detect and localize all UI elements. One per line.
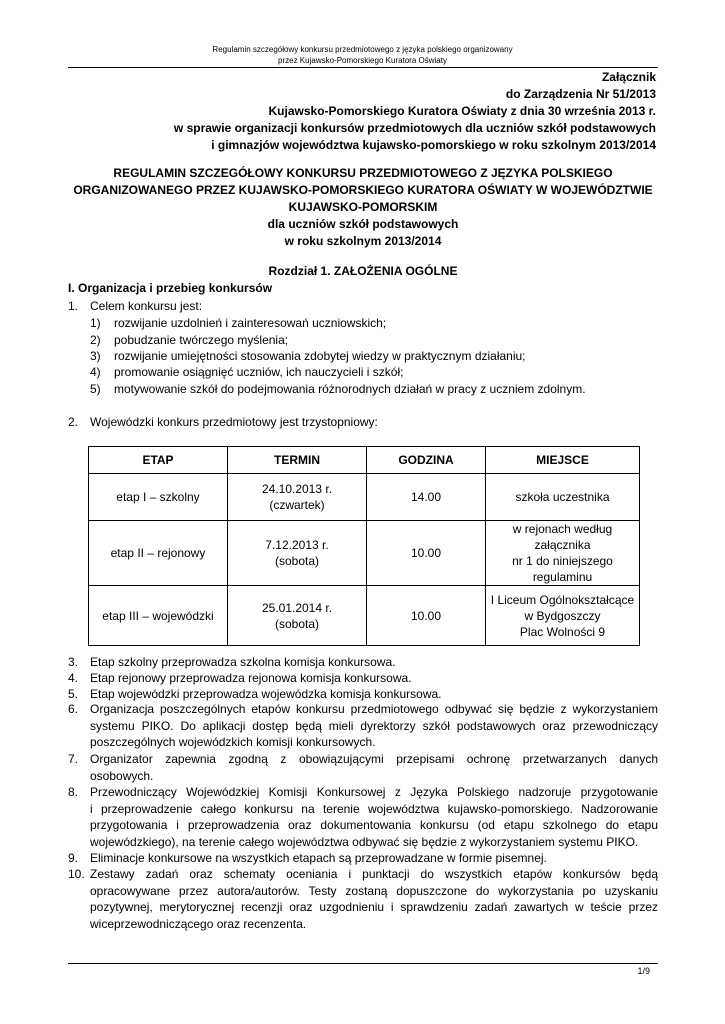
item-text: Etap wojewódzki przeprowadza wojewódzka komisja konkursowa. xyxy=(90,687,442,701)
table-cell xyxy=(486,521,640,586)
footer-divider xyxy=(68,963,658,964)
text-line: poszczególnych wojewódzkich komisji konkursowych. xyxy=(90,735,376,749)
section-heading: I. Organizacja i przebieg konkursów xyxy=(68,281,273,295)
text-line: pozytywnej, merytorycznej recenzji oraz uzgodnieniu i sprawdzeniu zadań zawartych w teście przez xyxy=(90,900,658,914)
list-item xyxy=(68,654,658,671)
title-line: REGULAMIN SZCZEGÓŁOWY KONKURSU PRZEDMIOTOWEGO Z JĘZYKA POLSKIEGO xyxy=(113,166,613,180)
table-cell xyxy=(228,586,367,646)
table-cell xyxy=(228,474,367,521)
sub-item-number: 3) xyxy=(90,349,101,363)
cell-line: 7.12.2013 r. xyxy=(265,538,329,552)
sub-item-text: pobudzanie twórczego myślenia; xyxy=(114,333,289,347)
list-item xyxy=(68,850,658,867)
cell-line: (sobota) xyxy=(274,616,320,631)
document-title xyxy=(68,165,658,250)
title-line: dla uczniów szkół podstawowych xyxy=(267,217,459,231)
list-item xyxy=(68,414,658,431)
text-line: systemu PIKO. Do aplikacji dostęp będą mieli dyrektorzy szkół podstawowych oraz przewodniczący xyxy=(90,718,658,733)
table-cell: etap II – rejonowy xyxy=(89,521,228,586)
annex-line: Kujawsko-Pomorskiego Kuratora Oświaty z dnia 30 września 2013 r. xyxy=(268,104,656,118)
text-line: przygotowania i przeprowadzenia oraz dokumentowania konkursu (od etapu szkolnego do etapu xyxy=(90,818,658,832)
item-text: Celem konkursu jest: xyxy=(90,299,203,313)
sub-item-text: rozwijanie umiejętności stosowania zdobytej wiedzy w praktycznym działaniu; xyxy=(114,349,526,363)
table-cell: etap III – wojewódzki xyxy=(89,586,228,646)
sub-item-number: 2) xyxy=(90,333,101,347)
cell-line: szkoła uczestnika xyxy=(515,490,610,504)
column-header: GODZINA xyxy=(367,447,486,474)
list-item xyxy=(68,866,658,932)
table-row xyxy=(89,474,640,521)
title-line: KUJAWSKO-POMORSKIM xyxy=(288,200,438,214)
title-line: ORGANIZOWANEGO PRZEZ KUJAWSKO-POMORSKIEGO KURATORA OŚWIATY W WOJEWÓDZTWIE xyxy=(73,183,653,197)
table-cell: etap I – szkolny xyxy=(89,474,228,521)
cell-line: nr 1 do niniejszego xyxy=(512,554,613,568)
table-cell: 10.00 xyxy=(367,586,486,646)
text-line: Organizator zapewnia zgodną z obowiązującymi przepisami ochronę przetwarzanych danych xyxy=(90,752,658,766)
annex-line: do Zarządzenia Nr 51/2013 xyxy=(505,87,656,101)
cell-line: 24.10.2013 r. xyxy=(261,482,333,496)
table-cell: 10.00 xyxy=(367,521,486,586)
item-text: Etap rejonowy przeprowadza rejonowa komisja konkursowa. xyxy=(90,671,412,685)
table-cell: 14.00 xyxy=(367,474,486,521)
cell-line: Plac Wolności 9 xyxy=(519,624,606,639)
text-line: Zestawy zadań oraz schematy oceniania i punktacji do wszystkich etapów konkursów będą xyxy=(90,867,658,881)
text-line: Przewodniczący Wojewódzkiej Komisji Konkursowej z Języka Polskiego nadzoruje przygotowanie xyxy=(90,785,658,799)
table-cell xyxy=(486,586,640,646)
item-text xyxy=(90,784,658,850)
page-number: 1/9 xyxy=(637,966,650,976)
header-divider xyxy=(68,67,658,68)
item-number: 3. xyxy=(68,655,79,669)
table-row xyxy=(89,586,640,646)
annex-line: i gimnazjów województwa kujawsko-pomorskiego w roku szkolnym 2013/2014 xyxy=(211,138,656,152)
chapter-heading: Rozdział 1. ZAŁOŻENIA OGÓLNE xyxy=(268,264,458,278)
cell-line: w rejonach według załącznika xyxy=(512,522,613,552)
item-number: 2. xyxy=(68,415,79,429)
sub-item xyxy=(90,315,658,332)
cell-line: 25.01.2014 r. xyxy=(261,600,333,615)
item-text xyxy=(90,751,658,784)
running-header xyxy=(150,44,575,66)
running-header-line: przez Kujawsko-Pomorskiego Kuratora Oświaty xyxy=(278,56,447,65)
sub-item xyxy=(90,364,658,381)
text-line: osobowych. xyxy=(90,768,154,783)
running-header-line: Regulamin szczegółowy konkursu przedmiotowego z języka polskiego organizowany xyxy=(212,45,513,54)
sub-item xyxy=(90,332,658,349)
item-number: 4. xyxy=(68,671,79,685)
list-item xyxy=(68,670,658,687)
item-text: Wojewódzki konkurs przedmiotowy jest trzystopniowy: xyxy=(90,415,378,429)
item-number: 7. xyxy=(68,752,79,766)
sub-item-text: motywowanie szkół do podejmowania różnorodnych działań w pracy z uczniem zdolnym. xyxy=(114,382,586,396)
list-item xyxy=(68,298,658,315)
cell-line: w Bydgoszczy xyxy=(524,608,601,623)
column-header: TERMIN xyxy=(228,447,367,474)
item-number: 10. xyxy=(68,867,85,881)
item-number: 1. xyxy=(68,299,79,313)
sub-item-number: 1) xyxy=(90,316,101,330)
sub-item xyxy=(90,348,658,365)
text-line: opracowywane przez autora/autorów. Testy zostaną dopuszczone do wykorzystania po uzyskaniu xyxy=(90,883,658,898)
table-row xyxy=(89,521,640,586)
table-cell xyxy=(486,474,640,521)
item-text: Eliminacje konkursowe na wszystkich etapach są przeprowadzane w formie pisemnej. xyxy=(90,851,547,865)
annex-block xyxy=(174,69,656,154)
text-line: i przeprowadzenie całego konkursu na terenie województwa kujawsko-pomorskiego. Nadzorowanie xyxy=(90,801,658,816)
sub-item-text: promowanie osiągnięć uczniów, ich nauczycieli i szkół; xyxy=(114,365,404,379)
table-header-row xyxy=(89,447,640,474)
column-header: ETAP xyxy=(89,447,228,474)
item-number: 9. xyxy=(68,851,79,865)
column-header: MIEJSCE xyxy=(486,447,640,474)
annex-line: Załącznik xyxy=(601,70,656,84)
item-text: Etap szkolny przeprowadza szkolna komisja konkursowa. xyxy=(90,655,396,669)
schedule-table xyxy=(88,446,640,646)
item-text xyxy=(90,701,658,751)
sub-item-number: 4) xyxy=(90,365,101,379)
item-text xyxy=(90,866,658,932)
cell-line: regulaminu xyxy=(532,570,593,584)
title-line: w roku szkolnym 2013/2014 xyxy=(284,234,442,248)
cell-line: (sobota) xyxy=(274,554,320,568)
annex-line: w sprawie organizacji konkursów przedmiotowych dla uczniów szkół podstawowych xyxy=(173,121,656,135)
sub-item-number: 5) xyxy=(90,382,101,396)
sub-item-text: rozwijanie uzdolnień i zainteresowań uczniowskich; xyxy=(114,316,387,330)
cell-line: I Liceum Ogólnokształcące xyxy=(490,592,635,607)
item-number: 8. xyxy=(68,785,79,799)
text-line: Organizacja poszczególnych etapów konkursu przedmiotowego odbywać się będzie z wykorzystaniem xyxy=(90,702,658,716)
cell-line: (czwartek) xyxy=(269,498,325,512)
list-item xyxy=(68,701,658,751)
text-line: wiceprzewodniczącego oraz recenzenta. xyxy=(90,916,307,931)
item-number: 6. xyxy=(68,702,79,716)
list-item xyxy=(68,784,658,850)
list-item xyxy=(68,751,658,785)
sub-item xyxy=(90,381,658,398)
item-number: 5. xyxy=(68,687,79,701)
text-line: wojewódzkiego), na terenie całego województwa odbywać się będzie z wykorzystaniem systemu PIKO. xyxy=(90,834,639,849)
table-cell xyxy=(228,521,367,586)
